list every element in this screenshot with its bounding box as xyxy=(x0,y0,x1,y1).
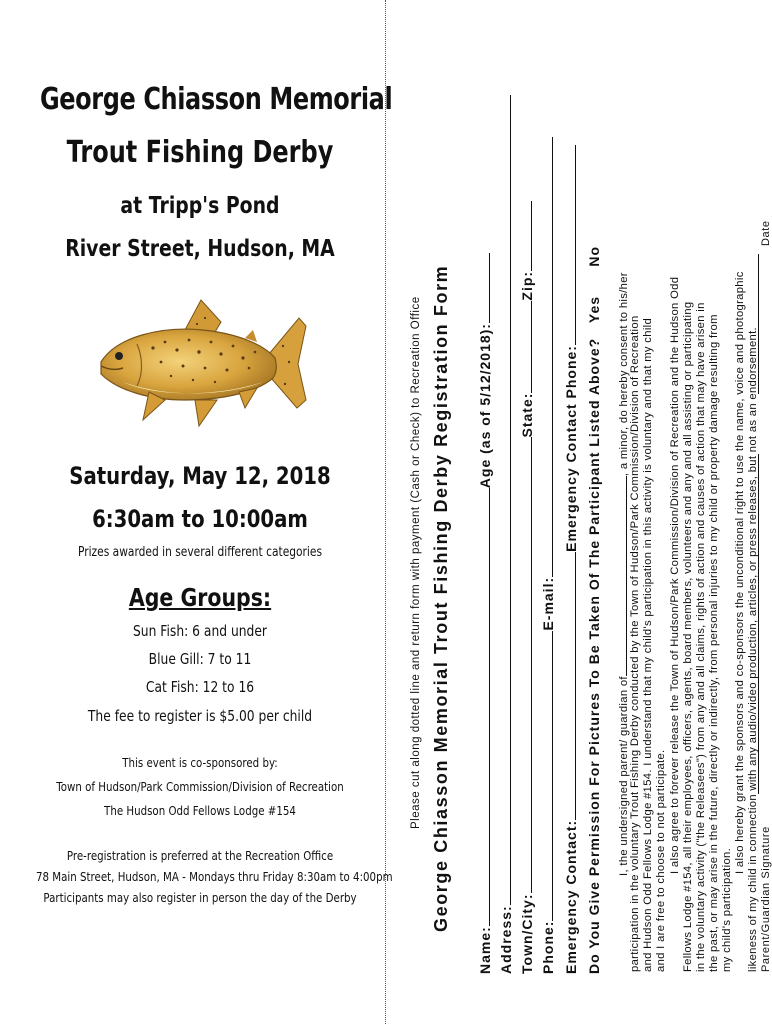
legal-line: I also hereby grant the sponsors and co-sponsors the unconditional right to use the name, voice and photographic xyxy=(734,271,746,874)
photo-permission-question: Do You Give Permission For Pictures To Be Taken Of The Participant Listed Above? xyxy=(586,337,602,974)
zip-field[interactable] xyxy=(518,201,532,271)
flyer-title-line-2: Trout Fishing Derby xyxy=(66,135,334,170)
legal-text: , a minor, do hereby consent to his/her xyxy=(618,272,630,477)
name-field[interactable] xyxy=(476,488,490,926)
legal-line: and Hudson Odd Fellows Lodge #154. I understand that my child's participation in this activity is voluntary and that my child xyxy=(642,317,654,972)
legal-line: my child's participation. xyxy=(721,847,733,972)
legal-line xyxy=(616,272,630,876)
permission-no[interactable]: No xyxy=(586,245,602,267)
phone-field[interactable] xyxy=(539,631,553,921)
flyer-location-line-2: River Street, Hudson, MA xyxy=(65,236,335,262)
age-group-item: Cat Fish: 12 to 16 xyxy=(145,678,255,696)
name-row xyxy=(476,253,493,974)
phone-row xyxy=(539,137,556,974)
sponsor-town: Town of Hudson/Park Commission/Division of Recreation xyxy=(56,779,344,794)
date-label: Date xyxy=(760,220,772,246)
permission-yes[interactable]: Yes xyxy=(586,295,602,324)
age-groups-heading: Age Groups: xyxy=(128,583,272,612)
emergency-contact-field[interactable] xyxy=(562,552,576,820)
registration-form xyxy=(390,24,770,1024)
address-label: Address: xyxy=(498,905,514,974)
day-of-registration-note: Participants may also register in person the day of the Derby xyxy=(43,890,357,905)
form-title: George Chiasson Memorial Trout Fishing Derby Registration Form xyxy=(431,264,451,932)
signature-label: Parent/Guardian Signature xyxy=(760,826,772,972)
age-group-item: Blue Gill: 7 to 11 xyxy=(148,650,252,668)
prizes-note: Prizes awarded in several different categories xyxy=(77,545,323,560)
sponsor-intro: This event is co-sponsored by: xyxy=(122,755,278,770)
phone-label: Phone: xyxy=(540,920,556,974)
flyer-title-line-1: George Chiasson Memorial xyxy=(40,82,393,117)
legal-text: I, the undersigned parent/ guardian of xyxy=(618,676,630,876)
date-field[interactable] xyxy=(758,254,759,394)
flyer-location-line-1: at Tripp's Pond xyxy=(120,193,280,219)
email-label: E-mail: xyxy=(540,576,556,631)
legal-line: in the voluntary activity ("the Releasees") from any and all claims, rights of action and causes of action that may have arisen in xyxy=(695,302,707,972)
registration-fee: The fee to register is $5.00 per child xyxy=(87,707,313,725)
address-field[interactable] xyxy=(497,95,511,905)
state-field[interactable] xyxy=(518,301,532,393)
legal-line: and I are free to choose to not participate. xyxy=(655,749,667,972)
legal-line: I also agree to forever release the Town of Hudson/Park Commission/Division of Recreation and the Hudson Odd xyxy=(669,276,681,874)
emergency-phone-label: Emergency Contact Phone: xyxy=(563,345,579,552)
age-group-item: Sun Fish: 6 and under xyxy=(133,622,267,640)
event-date: Saturday, May 12, 2018 xyxy=(69,462,331,490)
preregistration-note: Pre-registration is preferred at the Recreation Office xyxy=(66,848,334,863)
emergency-contact-label: Emergency Contact: xyxy=(563,819,579,974)
emergency-row xyxy=(562,145,579,974)
legal-line: Fellows Lodge #154, all their employees, officers, agents, board members, volunteers and any and all assisting or participating xyxy=(682,301,694,972)
event-time: 6:30am to 10:00am xyxy=(92,505,308,533)
legal-line: participation in the voluntary Trout Fishing Derby conducted by the Town of Hudson/Park Commission/Division of Recreation xyxy=(629,315,641,972)
photo-permission-row xyxy=(586,246,602,974)
town-row xyxy=(518,201,535,974)
dotted-cut-line xyxy=(385,0,386,1024)
age-label: Age (as of 5/12/2018): xyxy=(477,323,493,489)
legal-line: the past, or may arise in the future, directly or indirectly, from personal injuries to my child or property damage resulting from xyxy=(708,314,720,972)
minor-name-field[interactable] xyxy=(616,476,627,676)
state-label: State: xyxy=(519,392,535,438)
address-row xyxy=(497,95,514,974)
town-field[interactable] xyxy=(518,437,532,893)
name-label: Name: xyxy=(477,926,493,974)
cut-instruction: Please cut along dotted line and return form with payment (Cash or Check) to Recreation Office xyxy=(410,296,422,829)
age-field[interactable] xyxy=(476,253,490,323)
zip-label: Zip: xyxy=(519,270,535,301)
emergency-phone-field[interactable] xyxy=(562,145,576,345)
sponsor-lodge: The Hudson Odd Fellows Lodge #154 xyxy=(104,803,296,818)
signature-field[interactable] xyxy=(758,454,759,794)
trout-illustration xyxy=(93,296,308,436)
legal-line: likeness of my child in connection with any audio/video production, articles, or press releases, but not as an endorsement. xyxy=(747,326,759,972)
town-label: Town/City: xyxy=(519,893,535,974)
email-field[interactable] xyxy=(539,137,553,577)
recreation-office-address: 78 Main Street, Hudson, MA - Mondays thru Friday 8:30am to 4:00pm xyxy=(36,869,393,884)
